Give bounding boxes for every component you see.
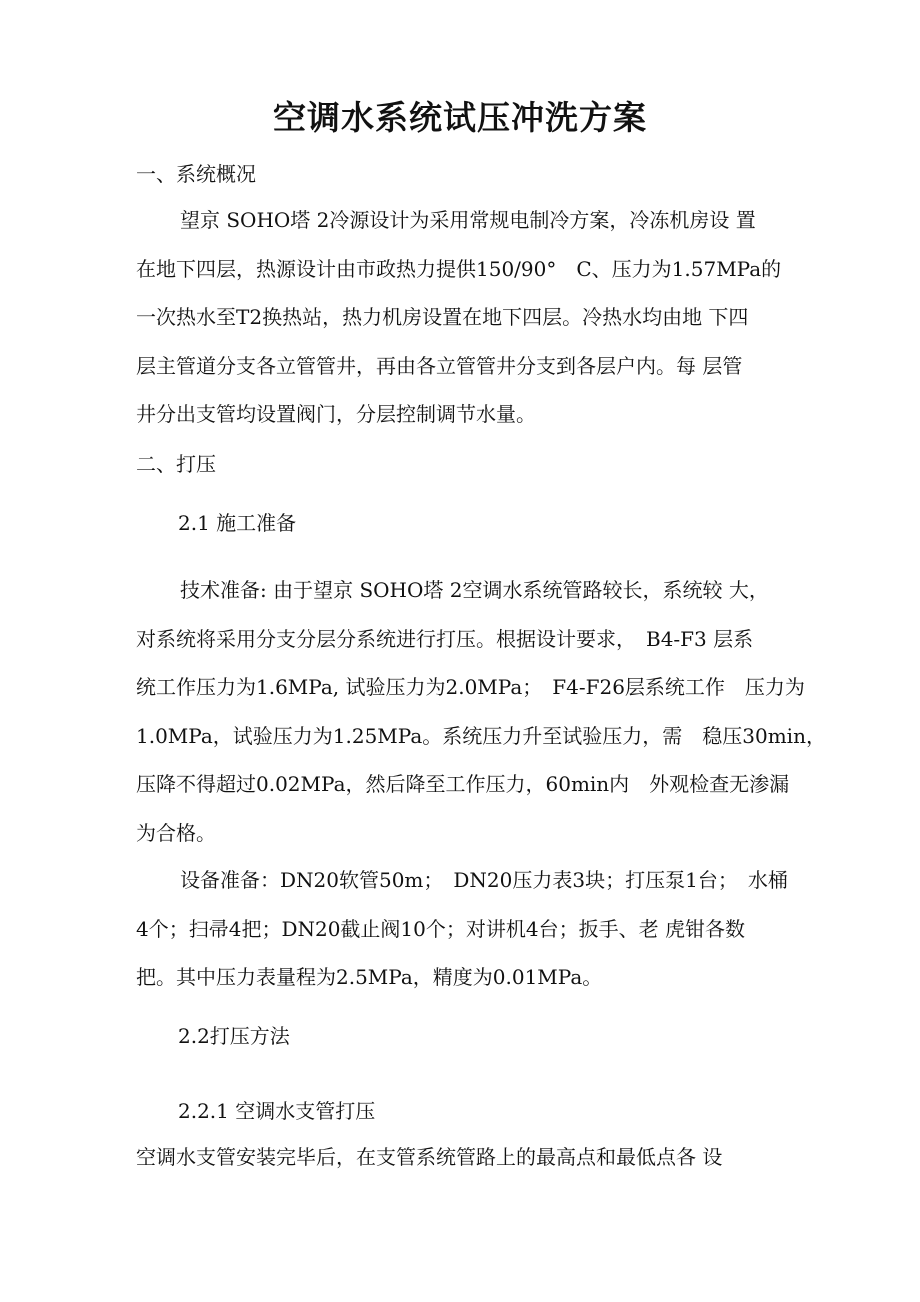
page-title: 空调水系统试压冲洗方案 — [273, 98, 647, 137]
text-line: 为合格。 — [136, 820, 216, 845]
overview-paragraph — [136, 196, 806, 439]
subheading-method: 2.2打压方法 — [178, 1024, 290, 1048]
text-line: 压降不得超过0.02MPa，然后降至工作压力，60min内 外观检查无渗漏 — [136, 772, 790, 796]
subheading-preparation: 2.1 施工准备 — [178, 511, 297, 535]
text-line: 一次热水至T2换热站，热力机房设置在地下四层。冷热水均由地 下四 — [136, 305, 749, 329]
section-heading-overview: 一、系统概况 — [136, 162, 256, 186]
text-line: 4个；扫帚4把；DN20截止阀10个；对讲机4台；扳手、老 虎钳各数 — [136, 916, 745, 941]
text-line: 空调水支管安装完毕后，在支管系统管路上的最高点和最低点各 设 — [136, 1145, 723, 1169]
text-line: 井分出支管均设置阀门，分层控制调节水量。 — [136, 402, 536, 426]
text-line: 1.0MPa，试验压力为1.25MPa。系统压力升至试验压力，需 稳压30min， — [136, 723, 826, 748]
text-line: 对系统将采用分支分层分系统进行打压。根据设计要求， B4-F3 层系 — [136, 626, 754, 651]
text-line: 设备准备：DN20软管50m； DN20压力表3块；打压泵1台； 水桶 — [180, 868, 788, 892]
equipment-preparation-paragraph — [136, 856, 806, 1002]
text-line: 统工作压力为1.6MPa, 试验压力为2.0MPa； F4-F26层系统工作 压力为 — [136, 675, 805, 699]
text-line: 望京 SOHO塔 2冷源设计为采用常规电制冷方案，冷冻机房设 置 — [180, 208, 756, 232]
subheading-branch-pipe-test: 2.2.1 空调水支管打压 — [178, 1099, 376, 1123]
text-line: 层主管道分支各立管管井，再由各立管管井分支到各层户内。每 层管 — [136, 353, 743, 378]
text-line: 技术准备: 由于望京 SOHO塔 2空调水系统管路较长，系统较 大， — [180, 578, 769, 602]
text-line: 把。其中压力表量程为2.5MPa，精度为0.01MPa。 — [136, 965, 603, 989]
text-line: 在地下四层，热源设计由市政热力提供150/90° C、压力为1.57MPa的 — [136, 256, 782, 281]
section-heading-pressure-test: 二、打压 — [136, 452, 216, 476]
technical-preparation-paragraph — [136, 566, 826, 857]
